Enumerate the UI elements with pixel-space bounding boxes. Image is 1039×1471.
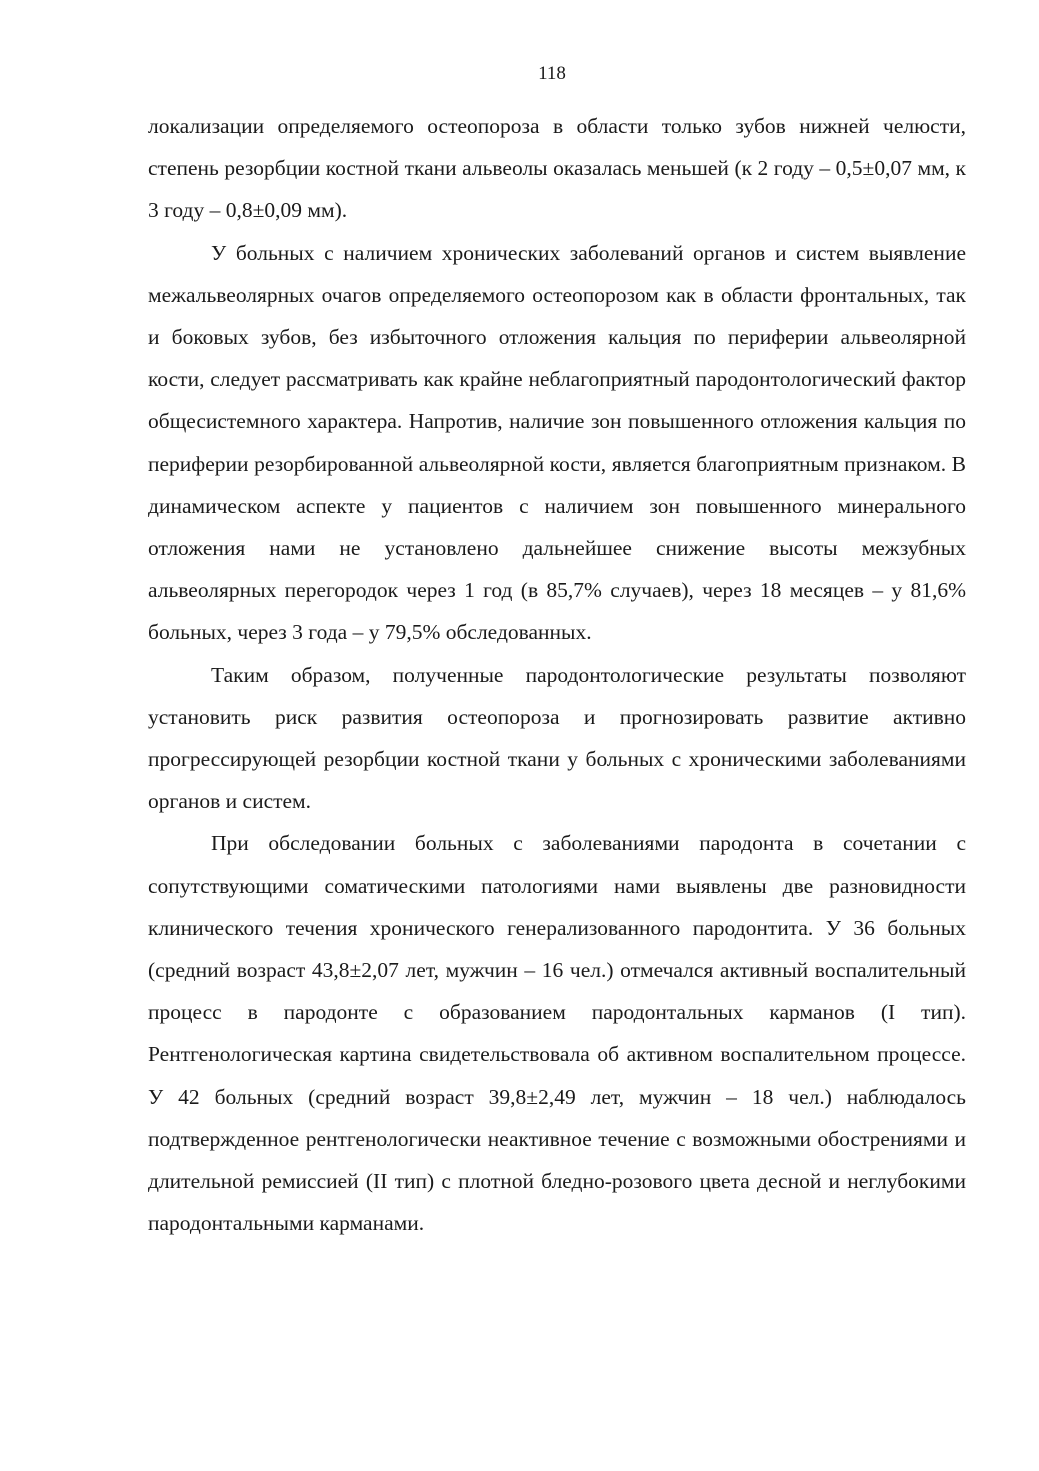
paragraph: локализации определяемого остеопороза в области только зубов нижней челюсти, степень резорбции костной ткани альвеолы оказалась меньшей (к 2 году – 0,5±0,07 мм, к 3 году – 0,8±0,09 мм).	[148, 114, 966, 223]
page-number: 118	[538, 63, 566, 84]
body-text	[148, 105, 966, 1244]
paragraph: У больных с наличием хронических заболеваний органов и систем выявление межальвеолярных очагов определяемого остеопорозом как в области фронтальных, так и боковых зубов, без избыточного отложения кальция по периферии альвеолярной кости, следует рассматривать как крайне неблагоприятный пародонтологический фактор общесистемного характера. Напротив, наличие зон повышенного отложения кальция по периферии резорбированной альвеолярной кости, является благоприятным признаком. В динамическом аспекте у пациентов с наличием зон повышенного минерального отложения нами не установлено дальнейшее снижение высоты межзубных альвеолярных перегородок через 1 год (в 85,7% случаев), через 18 месяцев – у 81,6% больных, через 3 года – у 79,5% обследованных.	[148, 240, 966, 645]
paragraph: Таким образом, полученные пародонтологические результаты позволяют установить риск развития остеопороза и прогнозировать развитие активно прогрессирующей резорбции костной ткани у больных с хроническими заболеваниями органов и систем.	[148, 662, 966, 814]
paragraph: При обследовании больных с заболеваниями пародонта в сочетании с сопутствующими соматическими патологиями нами выявлены две разновидности клинического течения хронического генерализованного пародонтита. У 36 больных (средний возраст 43,8±2,07 лет, мужчин – 16 чел.) отмечался активный воспалительный процесс в пародонте с образованием пародонтальных карманов (I тип). Рентгенологическая картина свидетельствовала об активном воспалительном процессе. У 42 больных (средний возраст 39,8±2,49 лет, мужчин – 18 чел.) наблюдалось подтвержденное рентгенологически неактивное течение с возможными обострениями и длительной ремиссией (II тип) с плотной бледно-розового цвета десной и неглубокими пародонтальными карманами.	[148, 831, 966, 1236]
